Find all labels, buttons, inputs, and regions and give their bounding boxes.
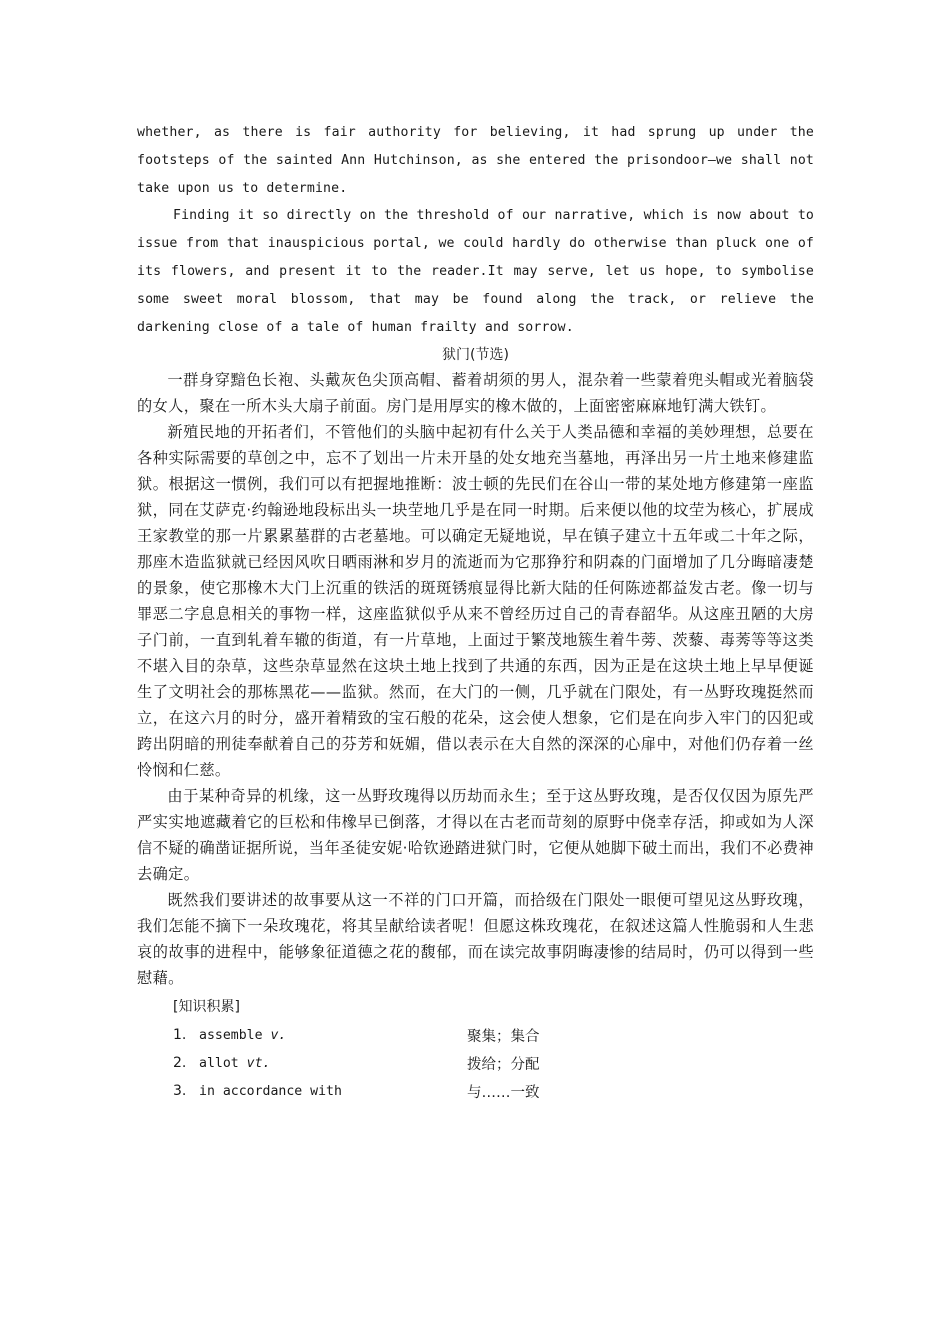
knowledge-label: [知识积累] [173,999,240,1016]
vocab-term: allot vt. [199,1055,271,1071]
vocab-pos: v. [270,1027,287,1043]
vocab-item [137,1021,814,1049]
vocab-meaning: 与……一致 [467,1084,540,1101]
vocab-meaning: 聚集；集合 [467,1028,540,1045]
document-page [137,119,814,1105]
vocab-item [137,1049,814,1077]
vocab-item [137,1077,814,1105]
vocab-term: assemble v. [199,1027,287,1043]
vocab-number: 2. [173,1055,187,1072]
chinese-paragraph: 新殖民地的开拓者们，不管他们的头脑中起初有什么关于人类品德和幸福的美妙理想，总要在各种实际需要的草创之中，忘不了划出一片未开垦的处女地充当墓地，再泽出另一片土地来修建监狱。根据这一惯例，我们可以有把握地推断：波士顿的先民们在谷山一带的某处地方修建第一座监狱，同在艾萨克·约翰逊地段标出头一块茔地几乎是在同一时期。后来便以他的坟茔为核心，扩展成王家教堂的那一片累累墓群的古老墓地。可以确定无疑地说，早在镇子建立十五年或二十年之际，那座木造监狱就已经因风吹日晒雨淋和岁月的流逝而为它那狰狞和阴森的门面增加了几分晦暗凄楚的景象，使它那橡木大门上沉重的铁活的斑斑锈痕显得比新大陆的任何陈迹都益发古老。像一切与罪恶二字息息相关的事物一样，这座监狱似乎从来不曾经历过自己的青春韶华。从这座丑陋的大房子门前，一直到轧着车辙的街道，有一片草地，上面过于繁茂地簇生着牛蒡、茨藜、毒莠等等这类不堪入目的杂草，这些杂草显然在这块土地上找到了共通的东西，因为正是在这块土地上早早便诞生了文明社会的那栋黑花——监狱。然而，在大门的一侧，几乎就在门限处，有一丛野玫瑰挺然而立，在这六月的时分，盛开着精致的宝石般的花朵，这会使人想象，它们是在向步入牢门的囚犯或跨出阴暗的刑徒奉献着自己的芬芳和妩媚，借以表示在大自然的深深的心扉中，对他们仍存着一丝怜悯和仁慈。 [137,423,814,780]
chinese-paragraph: 一群身穿黯色长袍、头戴灰色尖顶高帽、蓄着胡须的男人，混杂着一些蒙着兜头帽或光着脑袋的女人，聚在一所木头大扇子前面。房门是用厚实的橡木做的，上面密密麻麻地钉满大铁钉。 [137,371,814,416]
section-title: 狱门(节选) [442,347,509,364]
vocab-meaning: 拨给；分配 [467,1056,540,1073]
vocab-list [137,1021,814,1105]
vocab-term: in accordance with [199,1083,342,1099]
vocab-number: 1. [173,1027,187,1044]
english-paragraph: Finding it so directly on the threshold of our narrative, which is now about to issue from that inauspicious portal, we could hardly do otherwise than pluck one of its flowers, and present it to the reader.It may serve, let us hope, to symbolise some sweet moral blossom, that may be found along the track, or relieve the darkening close of a tale of human frailty and sorrow. [137,208,814,335]
chinese-paragraph: 由于某种奇异的机缘，这一丛野玫瑰得以历劫而永生；至于这丛野玫瑰，是否仅仅因为原先严严实实地遮藏着它的巨松和伟橡早已倒落，才得以在古老而苛刻的原野中侥幸存活，抑或如为人深信不疑的确凿证据所说，当年圣徒安妮·哈钦逊踏进狱门时，它便从她脚下破土而出，我们不必费神去确定。 [137,787,814,884]
vocab-number: 3. [173,1083,187,1100]
vocab-pos: vt. [246,1055,271,1071]
chinese-paragraph: 既然我们要讲述的故事要从这一不祥的门口开篇，而拾级在门限处一眼便可望见这丛野玫瑰，我们怎能不摘下一朵玫瑰花，将其呈献给读者呢！但愿这株玫瑰花，在叙述这篇人性脆弱和人生悲哀的故事的进程中，能够象征道德之花的馥郁，而在读完故事阴晦凄惨的结局时，仍可以得到一些慰藉。 [137,891,814,988]
english-paragraph: whether, as there is fair authority for believing, it had sprung up under the footsteps of the sainted Ann Hutchinson, as she entered the prisondoor—we shall not take upon us to determine. [137,125,814,196]
